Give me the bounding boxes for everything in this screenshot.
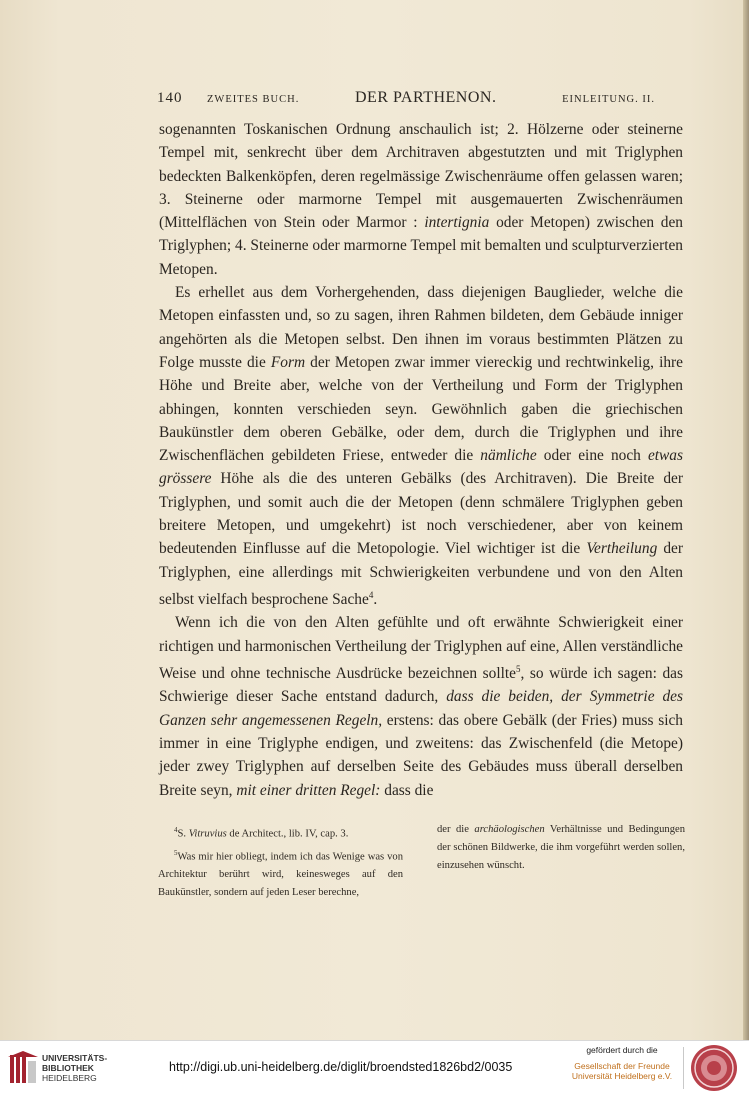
footer-divider bbox=[683, 1047, 684, 1089]
viewer-footer bbox=[0, 1040, 749, 1095]
italic-phrase: dass die beiden, der Symmetrie des Ganzen sehr angemessenen Regeln, bbox=[159, 688, 683, 729]
italic-term: Vertheilung bbox=[586, 540, 658, 558]
left-running-head: ZWEITES BUCH. bbox=[207, 94, 300, 105]
italic-term: Form bbox=[270, 353, 306, 371]
permalink-url[interactable]: http://digi.ub.uni-heidelberg.de/diglit/broendsted1826bd2/0035 bbox=[169, 1060, 513, 1074]
paragraph-2: Es erhellet aus dem Vorhergehenden, dass diejenigen Bauglieder, welche die Metopen einfassten und, so zu sagen, ihren Rahmen bildeten, dem Gebäude inniger angehörten als die Metopen selbst. Den ihnen im voraus bestimmten Plätzen zu Folge musste die Form der Metopen zwar immer viereckig und rechtwinkelig, ihre Höhe und Breite aber, welche von der Vertheilung und Form der Triglyphen abhingen, konnten verschieden seyn. Gewöhnlich gaben die griechischen Baukünstler dem oberen Gebälke, oder dem, durch die Triglyphen und ihre Zwischenflächen gebildeten Friese, entweder die nämliche oder eine noch etwas grössere Höhe als die des unteren Gebälks (des Architraven). Die Breite der Triglyphen, und somit auch die der Metopen (denn schmälere Triglyphen geben breitere Metopen, und umgekehrt) ist noch verschiedener, aber von keinem bedeutenden Einflusse auf die Metopologie. Viel wichtiger ist die Vertheilung der Triglyphen, eine allerdings mit Schwierigkeiten verbundene und von den Alten selbst vielfach besprochene Sache$^4$. bbox=[159, 284, 683, 609]
paragraph-3: Wenn ich die von den Alten gefühlte und oft erwähnte Schwierigkeit einer richtigen und harmonischen Vertheilung der Triglyphen auf eine, Allen verständliche Weise und ohne technische Ausdrücke bezeichnen sollte$^5$, so würde ich sagen: das Schwierige dieser Sache entstand dadurch, dass die beiden, der Symmetrie des Ganzen sehr angemessenen Regeln, erstens: das obere Gebälk (der Fries) muss sich immer in eine Triglyphe endigen, und zweitens: das Zwischenfeld (die Metope) jeder zwey Triglyphen auf derselben Seite des Gebäudes muss überall derselben Breite seyn, mit einer dritten Regel: dass die bbox=[159, 614, 683, 799]
right-running-head: EINLEITUNG. II. bbox=[562, 94, 655, 105]
italic-term: intertignia bbox=[424, 214, 490, 232]
chapter-title: DER PARTHENON. bbox=[355, 89, 497, 106]
sponsor-credit: gefördert durch die Gesellschaft der Freunde Universität Heidelberg e.V. bbox=[571, 1045, 673, 1081]
italic-phrase: mit einer dritten Regel: bbox=[236, 781, 381, 799]
paragraph-1: sogenannten Toskanischen Ordnung anschaulich ist; 2. Hölzerne oder steinerne Tempel mit, senkrecht über dem Architraven abgestutzten und mit Triglyphen bedeckten Balkenköpfen, deren regelmässige Zwischenräume offen gelassen waren; 3. Steinerne oder marmorne Tempel mit ausgemauerten Zwischenräumen (Mittelflächen von Stein oder Marmor : intertignia oder Metopen) zwischen den Triglyphen; 4. Steinerne oder marmorne Tempel mit bemalten und sculpturverzierten Metopen. bbox=[159, 121, 683, 278]
footnote-ref-5[interactable]: 5 bbox=[516, 663, 521, 674]
italic-term: nämliche bbox=[480, 447, 537, 465]
running-header bbox=[157, 90, 655, 112]
university-seal-icon[interactable] bbox=[690, 1044, 738, 1092]
italic-term: etwas grössere bbox=[159, 447, 683, 488]
library-name: UNIVERSITÄTS- BIBLIOTHEK HEIDELBERG bbox=[42, 1053, 108, 1083]
page-edge bbox=[743, 0, 749, 1040]
main-text bbox=[159, 118, 683, 802]
footnote-5-continued: der die archäologischen Verhältnisse und Bedingungen der schönen Bildwerke, die ihm vorgeführt werden sollen, einzusehen wünscht. bbox=[437, 824, 685, 871]
footnote-5: $^5$Was mir hier obliegt, indem ich das Wenige was von Architektur berührt wird, keinesweges auf den Baukünstler, sondern auf jeden Leser berechne, bbox=[158, 848, 403, 899]
library-logo-icon[interactable] bbox=[8, 1051, 38, 1085]
footnote-4: $^4$S. Vitruvius de Architect., lib. IV, cap. 3. bbox=[174, 826, 349, 840]
footnote-ref-4[interactable]: 4 bbox=[368, 589, 374, 600]
page-number: 140 bbox=[157, 90, 183, 106]
footnotes-left bbox=[158, 821, 403, 902]
footnotes-right bbox=[437, 821, 685, 875]
